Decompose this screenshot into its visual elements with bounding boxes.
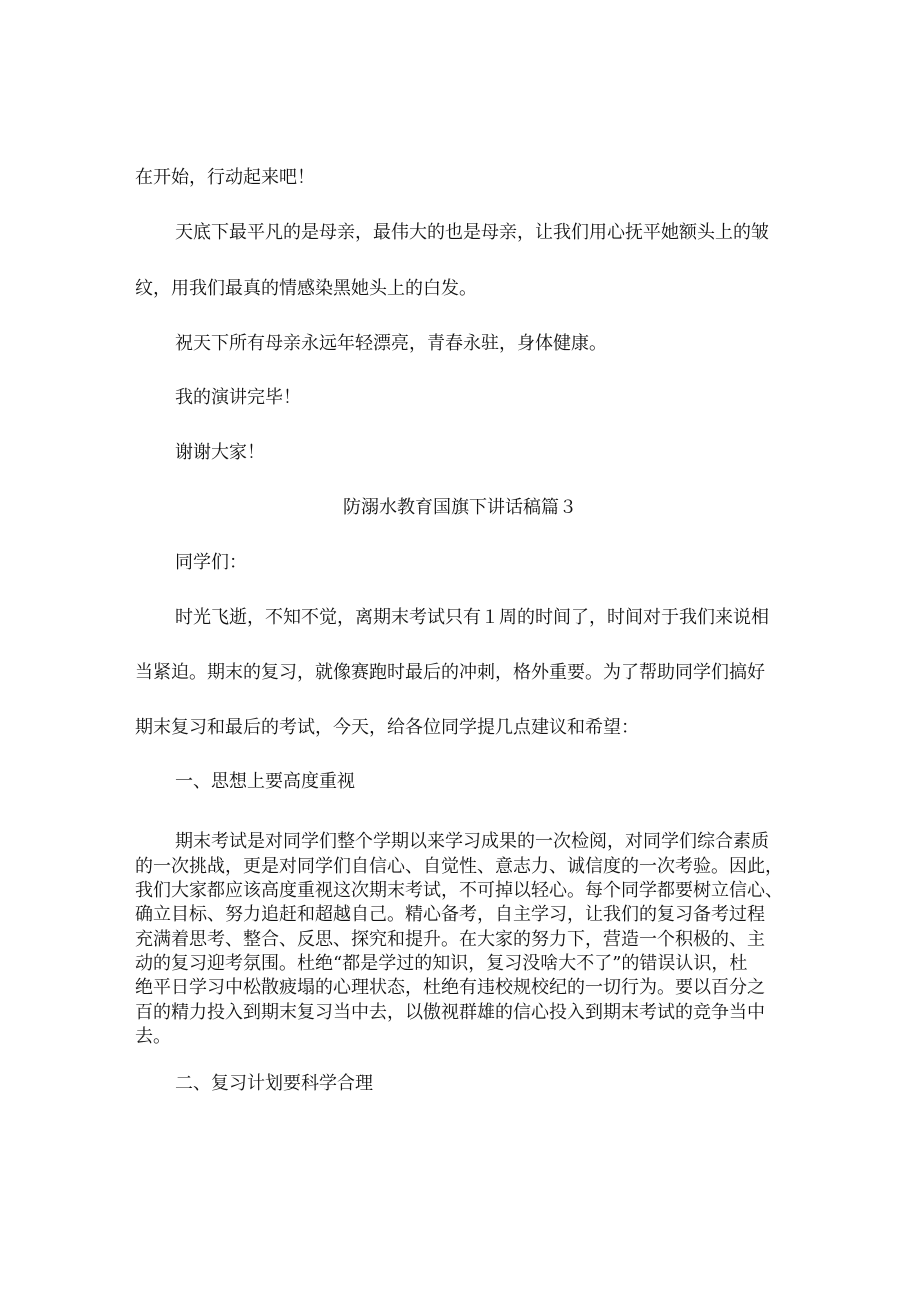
text-line: 时光飞逝，不知不觉，离期末考试只有１周的时间了，时间对于我们来说相	[175, 607, 769, 628]
paragraph-line: 充满着思考、整合、反思、探究和提升。在大家的努力下，营造一个积极的、主	[135, 929, 765, 950]
text-line: 期末复习和最后的考试，今天，给各位同学提几点建议和希望：	[135, 717, 639, 738]
paragraph-line: 动的复习迎考氛围。杜绝“都是学过的知识，复习没啥大不了”的错误认识，杜	[135, 953, 748, 974]
text-line: 在开始，行动起来吧！	[135, 167, 315, 188]
text-line: 纹，用我们最真的情感染黑她头上的白发。	[135, 278, 477, 299]
text-line: 当紧迫。期末的复习，就像赛跑时最后的冲刺，格外重要。为了帮助同学们搞好	[135, 662, 765, 683]
heading-2: 二、复习计划要科学合理	[175, 1073, 373, 1094]
greeting: 同学们：	[175, 552, 247, 573]
text-line: 谢谢大家！	[175, 442, 265, 463]
text-line: 祝天下所有母亲永远年轻漂亮，青春永驻，身体健康。	[175, 333, 607, 354]
text-line: 天底下最平凡的是母亲，最伟大的也是母亲，让我们用心抚平她额头上的皱	[175, 222, 769, 243]
paragraph-line: 期末考试是对同学们整个学期以来学习成果的一次检阅，对同学们综合素质	[175, 831, 769, 852]
paragraph-line: 我们大家都应该高度重视这次期末考试，不可掉以轻心。每个同学都要树立信心、	[135, 880, 783, 901]
section-title: 防溺水教育国旗下讲话稿篇３	[343, 497, 577, 518]
paragraph-line: 的一次挑战，更是对同学们自信心、自觉性、意志力、诚信度的一次考验。因此，	[135, 856, 783, 877]
paragraph-line: 绝平日学习中松散疲塌的心理状态，杜绝有违校规校纪的一切行为。要以百分之	[135, 977, 765, 998]
paragraph-line: 百的精力投入到期末复习当中去，以傲视群雄的信心投入到期末考试的竞争当中	[135, 1002, 765, 1023]
paragraph-line: 去。	[135, 1026, 171, 1047]
paragraph-line: 确立目标、努力追赶和超越自己。精心备考，自主学习，让我们的复习备考过程	[135, 904, 765, 925]
text-line: 我的演讲完毕！	[175, 387, 301, 408]
heading-1: 一、思想上要高度重视	[175, 771, 355, 792]
